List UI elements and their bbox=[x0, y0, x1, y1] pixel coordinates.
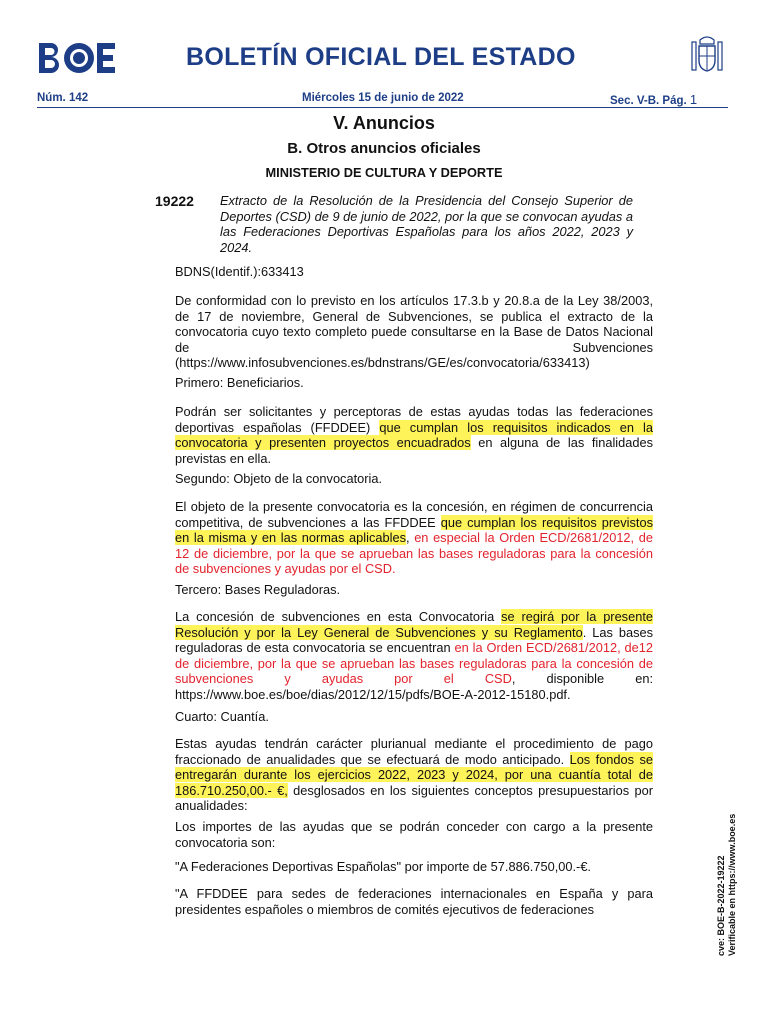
section-heading: V. Anuncios bbox=[333, 113, 435, 133]
highlight: Los fondos se entregarán durante los ejercicios 2022, 2023 y 2024, por una cuantía total de 186.710.250,00.- €, bbox=[175, 751, 653, 798]
verify-url: Verificable en https://www.boe.es bbox=[727, 813, 737, 956]
cve-code: cve: BOE-B-2022-19222 bbox=[716, 855, 726, 956]
list-item: "A Federaciones Deportivas Españolas" por importe de 57.886.750,00.-€. bbox=[175, 859, 591, 874]
page-number: 1 bbox=[689, 92, 698, 107]
highlight: se regirá por la presente Resolución y por la Ley General de Subvenciones y su Reglamento bbox=[175, 609, 653, 640]
verification-sidebar bbox=[716, 814, 738, 956]
heading-segundo: Segundo: Objeto de la convocatoria. bbox=[175, 471, 383, 486]
red-text: en especial la Orden ECD/2681/2012, de 12 de diciembre, por la que se aprueban las bases reguladoras para la concesión de subvenciones y ayudas por el CSD. bbox=[175, 530, 653, 577]
logo-text: BOE bbox=[77, 74, 80, 75]
heading-tercero: Tercero: Bases Reguladoras. bbox=[175, 582, 341, 597]
list-item: "A FFDDEE para sedes de federaciones internacionales en España y para presidentes españoles o miembros de comités ejecutivos de federaciones bbox=[175, 886, 653, 917]
paragraph-intro: De conformidad con lo previsto en los artículos 17.3.b y 20.8.a de la Ley 38/2003, de 17 de noviembre, General de Subvenciones, se publica el extracto de la convocatoria cuyo texto completo puede consultarse en la Base de Datos Nacional de Subvenciones (https://www.infosubvenciones.es/bdnstrans/GE/es/convocatoria/633413) bbox=[175, 293, 653, 371]
coat-of-arms-icon bbox=[686, 34, 728, 76]
highlight: que cumplan los requisitos indicados en la convocatoria y presenten proyectos encuadrados bbox=[175, 419, 653, 451]
gazette-title: BOLETÍN OFICIAL DEL ESTADO bbox=[186, 43, 576, 71]
header-rule bbox=[37, 107, 728, 108]
highlight: que cumplan los requisitos previstos en la misma y en las normas aplicables bbox=[175, 514, 653, 546]
announcement-number: 19222 bbox=[155, 193, 194, 209]
paragraph-cuantia: Estas ayudas tendrán carácter plurianual mediante el procedimiento de pago fraccionado de anualidades que se efectuará de modo anticipado. Los fondos se entregarán durante los ejercicios 2022, 2023 y 2024, por una cuantía total de 186.710.250,00.- €, desglosados en los siguientes conceptos presupuestarios por anualidades: bbox=[175, 736, 653, 814]
issue-number: Núm. 142 bbox=[37, 92, 89, 104]
red-text: en la Orden ECD/2681/2012, de12 de diciembre, por la que se aprueban las bases reguladoras para la concesión de subvenciones y ayudas por el CSD bbox=[175, 640, 653, 687]
section-label: Sec. V-B. Pág. bbox=[610, 95, 687, 107]
paragraph-beneficiarios: Podrán ser solicitantes y perceptoras de estas ayudas todas las federaciones deportivas españolas (FFDDEE) que cumplan los requisitos indicados en la convocatoria y presenten proyectos encuadrados en alguna de las finalidades previstas en ella. bbox=[175, 404, 654, 466]
paragraph-bases: La concesión de subvenciones en esta Convocatoria se regirá por la presente Resolución y por la Ley General de Subvenciones y su Reglamento. Las bases reguladoras de esta convocatoria se encuentran en la Orden ECD/2681/2012, de12 de diciembre, por la que se aprueban las bases reguladoras para la concesión de subvenciones y ayudas por el CSD, disponible en: https://www.boe.es/boe/dias/2012/12/15/pdfs/BOE-A-2012-15180.pdf. bbox=[175, 609, 654, 702]
ministry-heading: MINISTERIO DE CULTURA Y DEPORTE bbox=[265, 165, 503, 180]
heading-primero: Primero: Beneficiarios. bbox=[175, 375, 304, 390]
heading-cuarto: Cuarto: Cuantía. bbox=[175, 709, 269, 724]
section-page bbox=[610, 92, 697, 107]
subsection-heading: B. Otros anuncios oficiales bbox=[287, 140, 481, 157]
boe-logo bbox=[37, 40, 117, 76]
paragraph-importes: Los importes de las ayudas que se podrán conceder con cargo a la presente convocatoria son: bbox=[175, 819, 653, 850]
bdns-id: BDNS(Identif.):633413 bbox=[175, 264, 304, 279]
paragraph-objeto: El objeto de la presente convocatoria es la concesión, en régimen de concurrencia competitiva, de subvenciones a las FFDDEE que cumplan los requisitos previstos en la misma y en las normas aplicables, en especial la Orden ECD/2681/2012, de 12 de diciembre, por la que se aprueban las bases reguladoras para la concesión de subvenciones y ayudas por el CSD. bbox=[175, 499, 653, 577]
announcement-extract: Extracto de la Resolución de la Presidencia del Consejo Superior de Deportes (CSD) de 9 de junio de 2022, por la que se convocan ayudas a las Federaciones Deportivas Españolas para los años 2022, 2023 y 2024. bbox=[220, 193, 633, 255]
issue-date: Miércoles 15 de junio de 2022 bbox=[302, 92, 464, 104]
